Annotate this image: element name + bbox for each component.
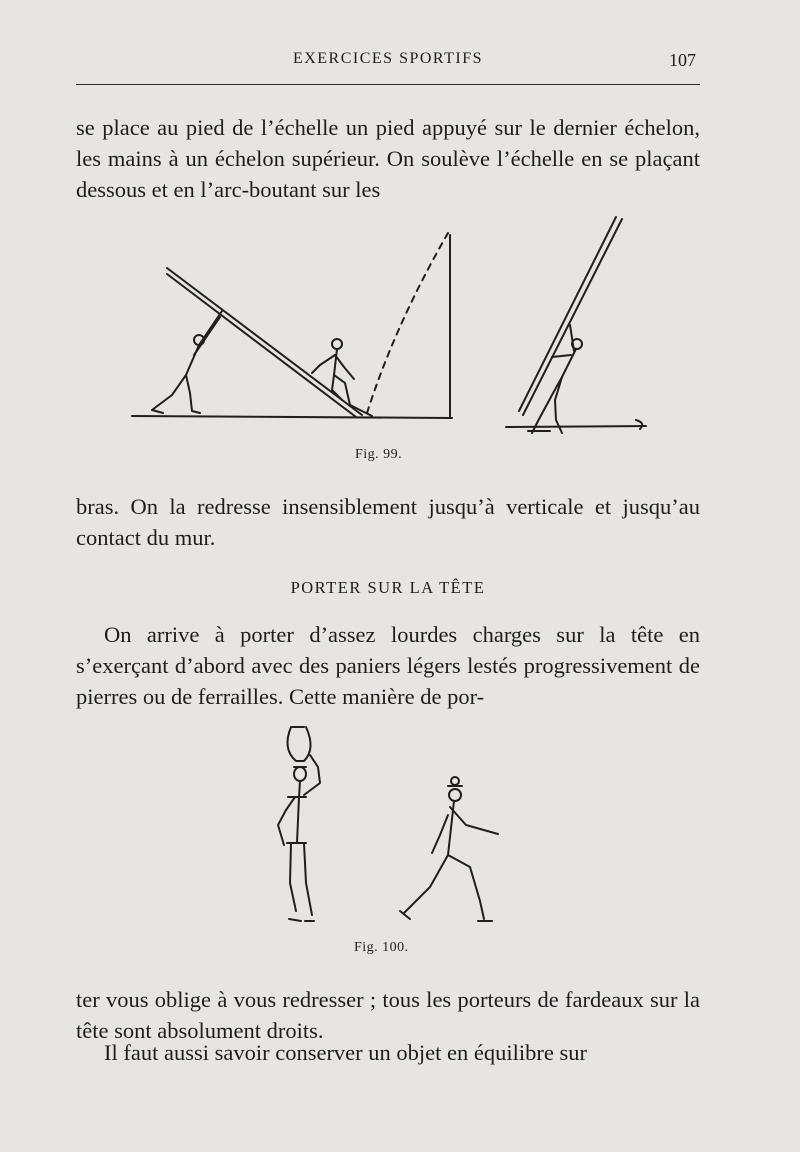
- section-heading: PORTER SUR LA TÊTE: [290, 578, 486, 597]
- figure-99-ladder-illustration: [0, 205, 800, 475]
- page-header: [76, 48, 700, 76]
- paragraph-upright-carriers: ter vous oblige à vous redresser ; tous les porteurs de fardeaux sur la tête sont absolument droits.: [76, 987, 700, 1043]
- header-rule: [76, 84, 700, 85]
- paragraph-ladder-lifting: se place au pied de l’échelle un pied appuyé sur le dernier échelon, les mains à un échelon supérieur. On soulève l’échelle en se plaçant dessous et en l’arc-boutant sur les: [76, 115, 700, 202]
- figure-100-caption: Fig. 100.: [354, 940, 409, 955]
- running-title: EXERCICES SPORTIFS: [292, 50, 484, 67]
- figure-100-head-carrying-illustration: [0, 715, 800, 945]
- page-number: 107: [669, 50, 696, 70]
- paragraph-balance: Il faut aussi savoir conserver un objet en équilibre sur: [104, 1040, 587, 1065]
- paragraph-ladder-raising: bras. On la redresse insensiblement jusqu’à verticale et jusqu’au contact du mur.: [76, 494, 700, 550]
- figure-99-caption: Fig. 99.: [355, 447, 403, 462]
- paragraph-carrying-on-head: On arrive à porter d’assez lourdes charges sur la tête en s’exerçant d’abord avec des paniers légers lestés progressivement de pierres ou de ferrailles. Cette manière de por-: [76, 622, 700, 709]
